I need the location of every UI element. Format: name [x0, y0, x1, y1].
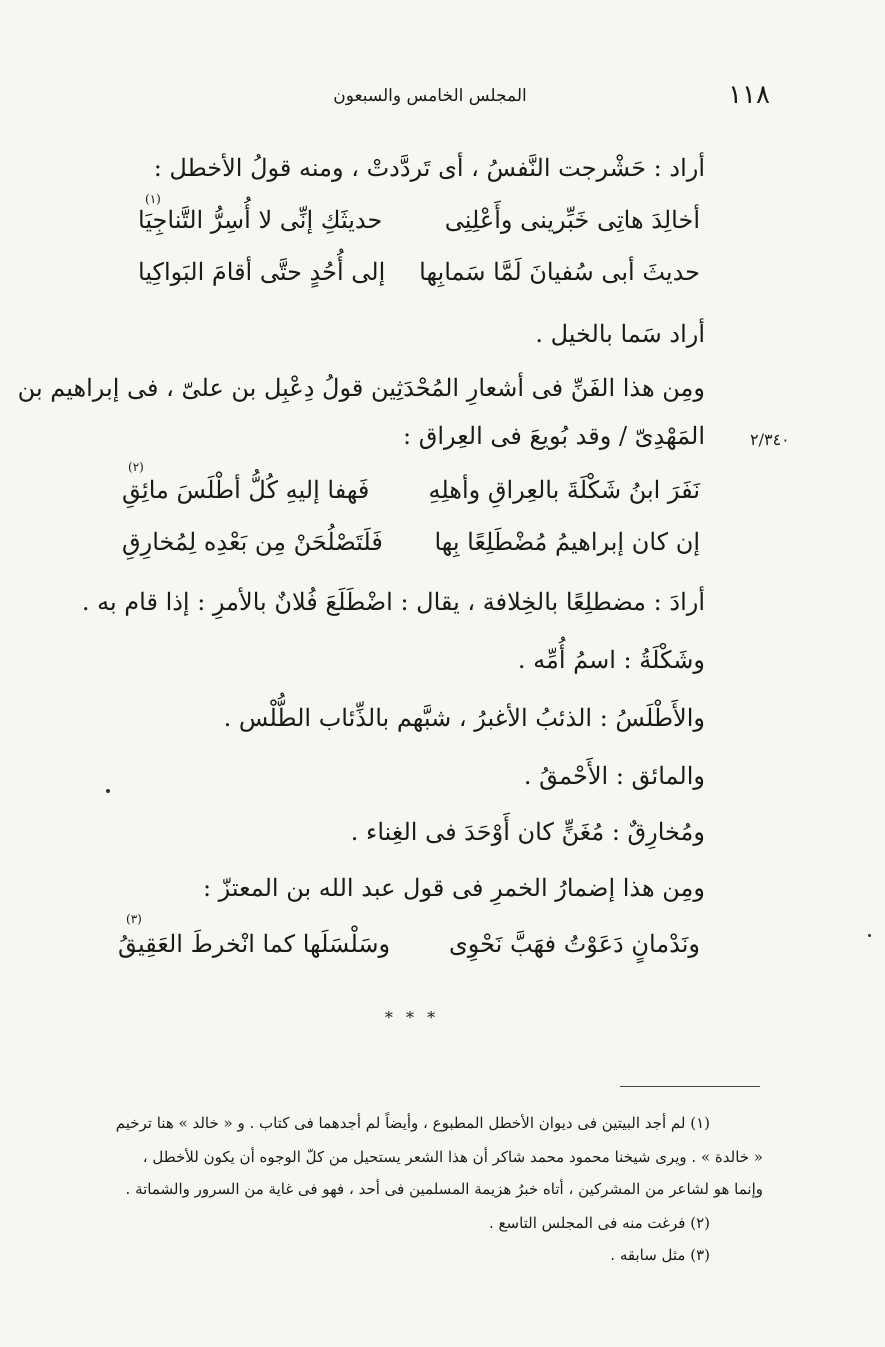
- footnote-marker: (١): [145, 192, 161, 206]
- verse-hemistich-right: حديثَ أبى سُفيانَ لَمَّا سَمابِها: [419, 258, 700, 286]
- verse-hemistich-left: فَلَتَصْلُحَنْ مِن بَعْدِه لِمُخارِقِ: [122, 528, 383, 556]
- footnote-line: وإنما هو لشاعر من المشركين ، أتاه خبرُ هزيمة المسلمين فى أحد ، فهو فى غاية من السرور والشماتة .: [125, 1180, 763, 1198]
- footnote-marker: (٢): [128, 460, 144, 474]
- body-line: والمائق : الأَحْمقُ .: [523, 762, 705, 790]
- verse-hemistich-right: نَفَرَ ابنُ شَكْلَةَ بالعِراقِ وأهلِهِ: [428, 476, 700, 504]
- verse-hemistich-left: إلى أُحُدٍ حتَّى أقامَ البَواكِيا: [138, 258, 386, 286]
- body-line: ومِن هذا الفَنِّ فى أشعارِ المُحْدَثِين قولُ دِعْبِل بن علىّ ، فى إبراهيم بن: [17, 374, 705, 402]
- footnote-line: (١) لم أجد البيتين فى ديوان الأخطل المطبوع ، وأيضاً لم أجدهما فى كتاب . و « خالد » هنا ترخيم: [115, 1114, 710, 1132]
- verse-hemistich-left: حديثَكِ إنِّى لا أُسِرُّ التَّناجِيَا: [138, 206, 383, 234]
- body-line: المَهْدِىّ / وقد بُويعَ فى العِراق :: [402, 422, 705, 450]
- running-header: المجلس الخامس والسبعون: [333, 86, 527, 106]
- body-line: والأَطْلَسُ : الذئبُ الأغبرُ ، شبَّهم بالذِّئاب الطُّلْس .: [223, 704, 705, 732]
- footnote-line: (٢) فرغت منه فى المجلس التاسع .: [488, 1214, 710, 1232]
- body-line: أراد : حَشْرجت النَّفسُ ، أى تَردَّدتْ ، ومنه قولُ الأخطل :: [153, 154, 705, 182]
- body-line: ومُخارِقٌ : مُغَنٍّ كان أَوْحَدَ فى الغِناء .: [350, 818, 705, 846]
- body-line: ومِن هذا إضمارُ الخمرِ فى قول عبد الله بن المعتزّ :: [202, 874, 705, 902]
- section-ornament: * * *: [384, 1008, 440, 1027]
- body-line: أرادَ : مضطلِعًا بالخِلافة ، يقال : اضْطَلَعَ فُلانٌ بالأمرِ : إذا قام به .: [81, 588, 705, 616]
- verse-hemistich-right: ونَدْمانٍ دَعَوْتُ فهَبَّ نَحْوِى: [448, 930, 700, 958]
- body-line: أراد سَما بالخيل .: [535, 320, 705, 348]
- footnote-separator: [620, 1086, 760, 1087]
- verse-hemistich-left: فَهفا إليهِ كُلُّ أطْلَسَ مائِقِ: [122, 476, 370, 504]
- paper-speck: [106, 789, 110, 793]
- verse-hemistich-right: أخالِدَ هاتِى خَبِّرينى وأَعْلِنِى: [444, 206, 700, 234]
- footnote-line: « خالدة » . ويرى شيخنا محمود محمد شاكر أن هذا الشعر يستحيل من كلّ الوجوه أن يكون للأخطل ،: [142, 1148, 763, 1166]
- verse-hemistich-left: وسَلْسَلَها كما انْخرطَ العَقِيقُ: [118, 930, 391, 958]
- paper-speck: [868, 934, 871, 937]
- margin-reference: ٢/٣٤٠: [750, 430, 790, 449]
- page-number: ١١٨: [728, 80, 770, 110]
- footnote-line: (٣) مثل سابقه .: [610, 1246, 710, 1264]
- body-line: وشَكْلَةُ : اسمُ أُمِّه .: [517, 646, 705, 674]
- verse-hemistich-right: إن كان إبراهيمُ مُضْطَلِعًا بِها: [434, 528, 700, 556]
- footnote-marker: (٣): [126, 912, 142, 926]
